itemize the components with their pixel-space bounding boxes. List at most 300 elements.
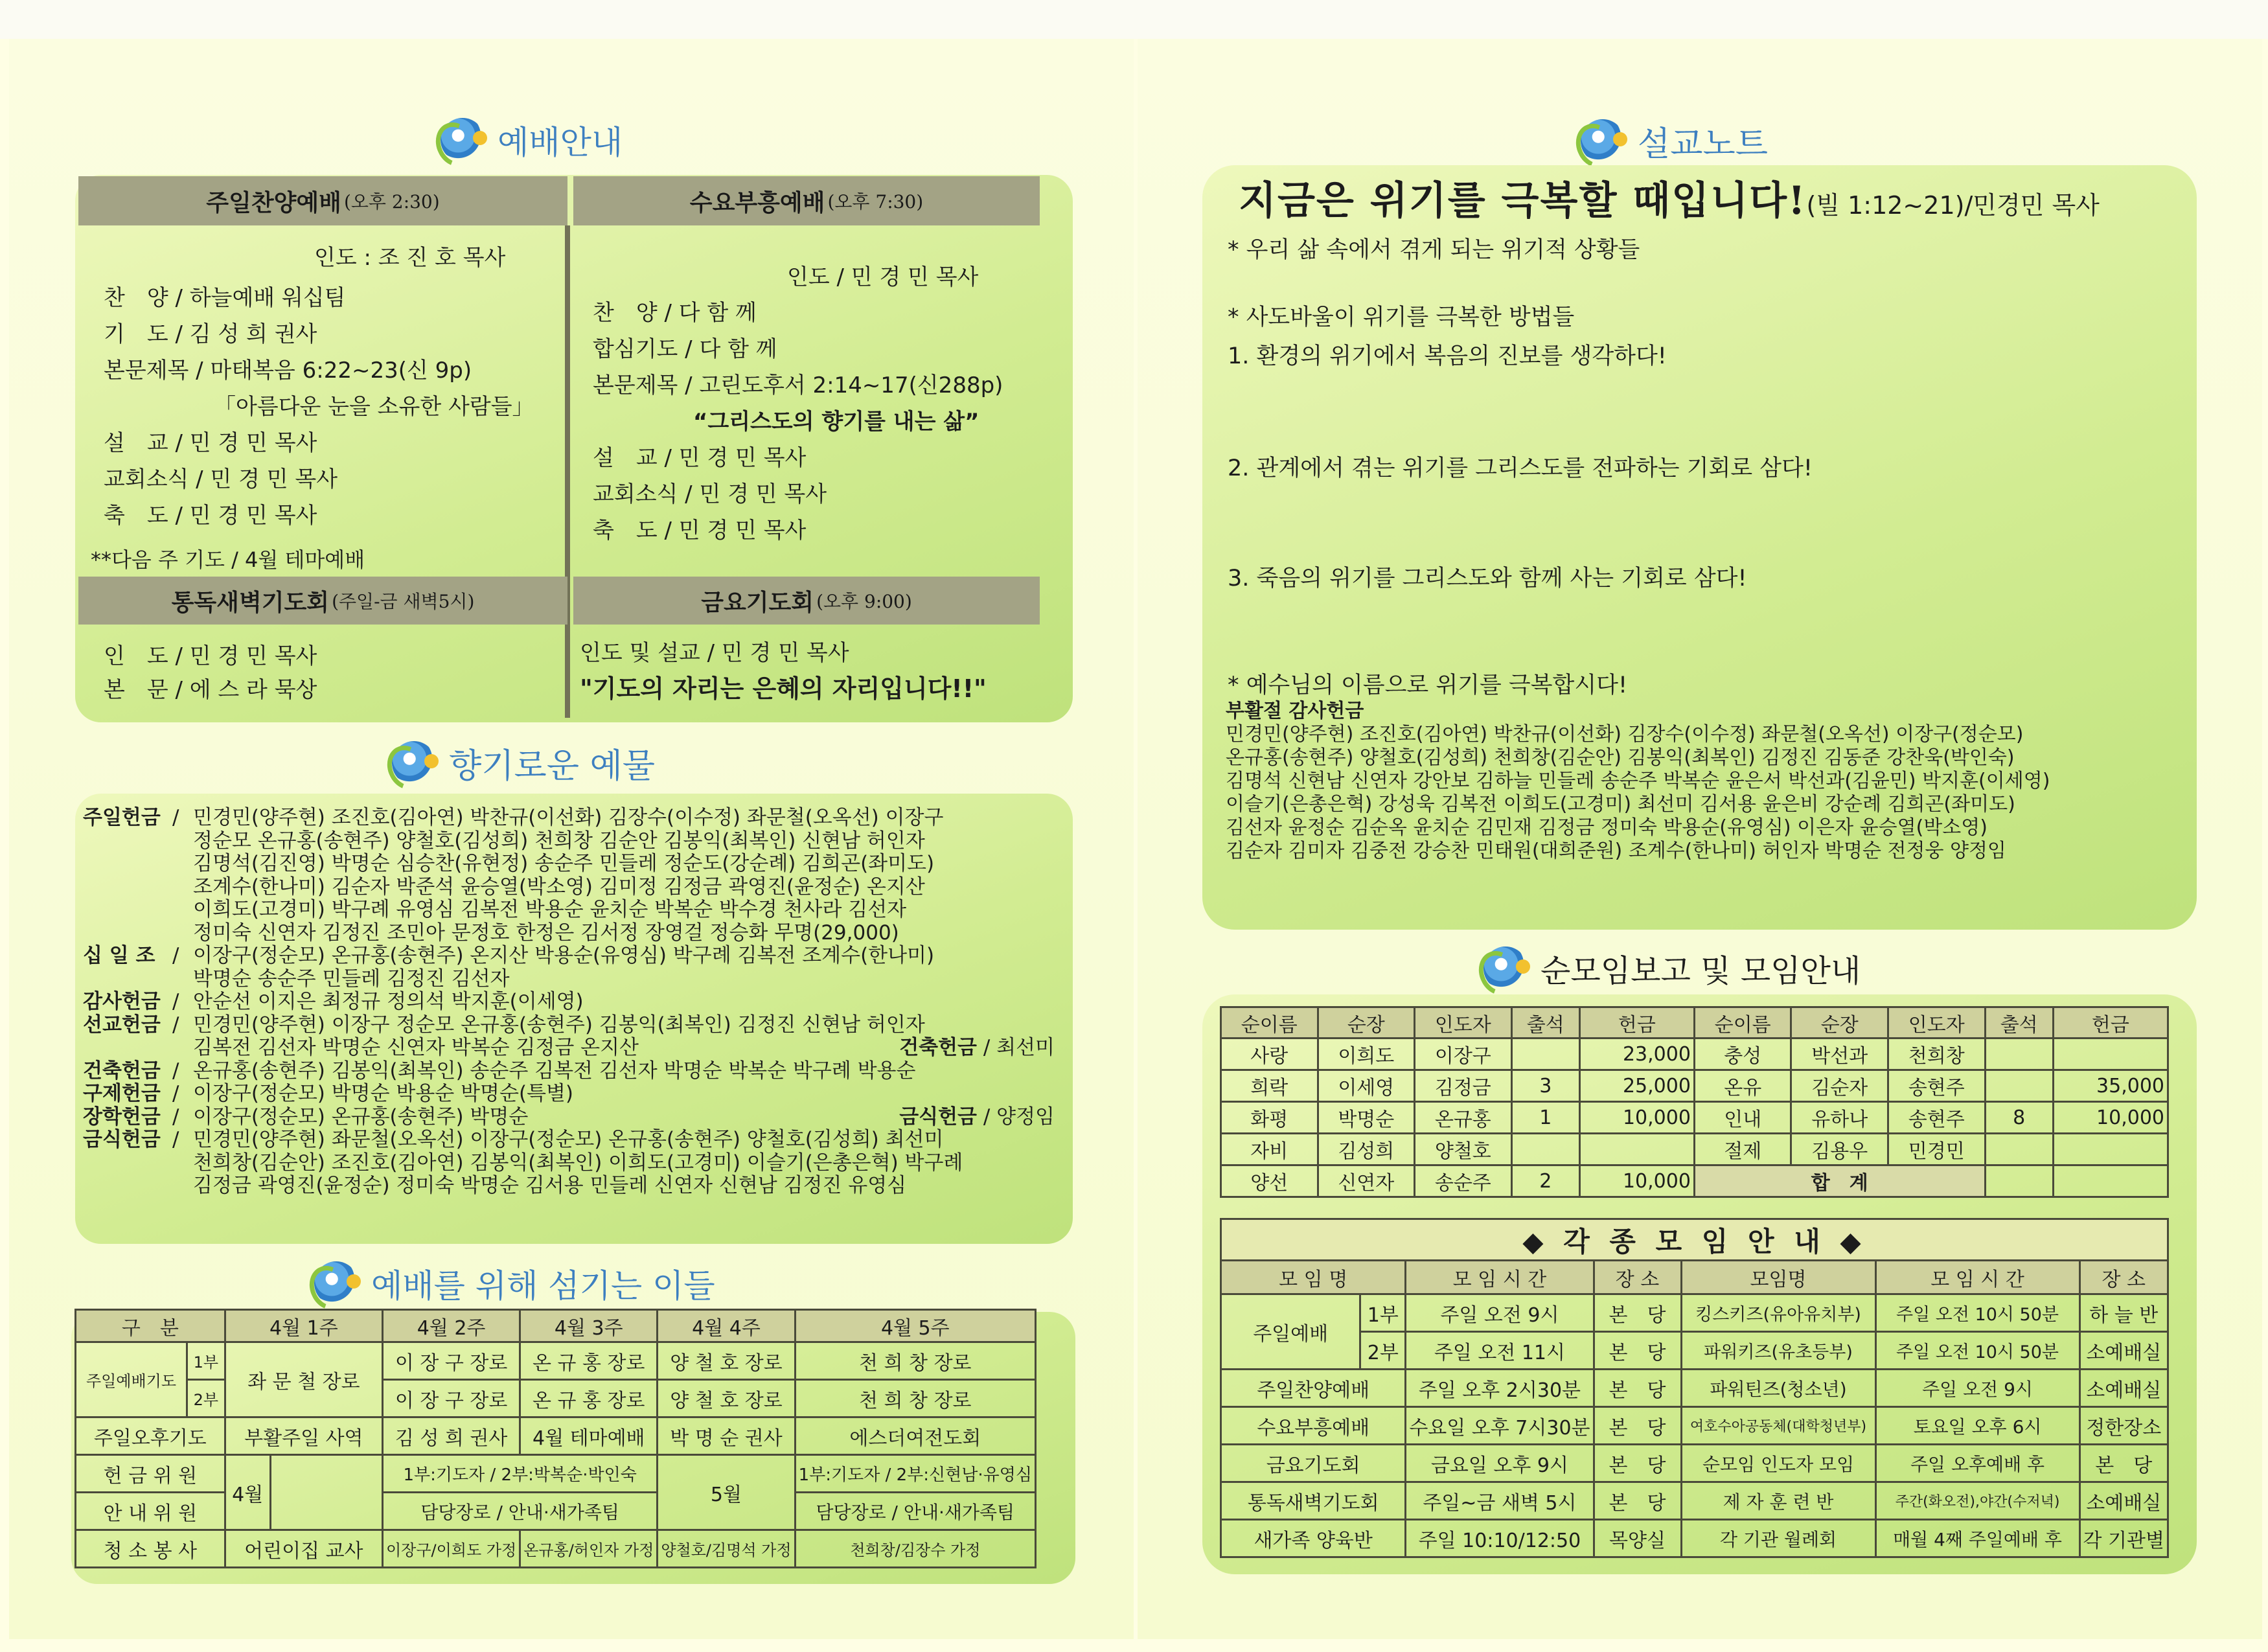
table-cell: 소예배실 bbox=[2079, 1482, 2168, 1520]
table-header-cell: 순장 bbox=[1791, 1007, 1888, 1038]
table-cell: 이 장 구 장로 bbox=[382, 1380, 520, 1417]
table-cell: 순모임 인도자 모임 bbox=[1681, 1445, 1875, 1482]
table-cell: 부활주일 사역 bbox=[225, 1417, 382, 1455]
table-cell: 담당장로 / 안내·새가족팀 bbox=[795, 1493, 1035, 1530]
easter-offering bbox=[1226, 700, 2050, 863]
sermon-point: 1. 환경의 위기에서 복음의 진보를 생각하다! bbox=[1228, 343, 1667, 369]
wednesday-leader: 인도 / 민 경 민 목사 bbox=[787, 264, 979, 290]
table-cell: 주일~금 새벽 5시 bbox=[1406, 1482, 1594, 1520]
table-cell: 이희도 bbox=[1318, 1038, 1415, 1070]
table-row bbox=[76, 1380, 1036, 1417]
table-cell: 통독새벽기도회 bbox=[1221, 1482, 1406, 1520]
table-cell: 여호수아공동체(대학청년부) bbox=[1681, 1407, 1875, 1445]
table-cell: 양 철 호 장로 bbox=[658, 1380, 795, 1417]
wednesday-line: 본문제목 / 고린도후서 2:14~17(신288p) bbox=[593, 373, 1003, 398]
table-header-row bbox=[1221, 1261, 2168, 1294]
table-cell: 1부:기도자 / 2부:박복순·박인숙 bbox=[382, 1455, 657, 1493]
table-header-cell: 출석 bbox=[1985, 1007, 2053, 1038]
table-row bbox=[1221, 1038, 2168, 1070]
table-cell: 민경민 bbox=[1888, 1134, 1986, 1165]
table-cell: 박선과 bbox=[1791, 1038, 1888, 1070]
offering-names: 천희창(김순안) 조진호(김아연) 김봉익(최복인) 이희도(고경미) 이슬기(은총은혁) 박구례 bbox=[193, 1151, 963, 1175]
table-cell: 정한장소 bbox=[2079, 1407, 2168, 1445]
friday-prayer-header bbox=[573, 577, 1040, 625]
easter-offering-line: 김선자 윤정순 김순옥 윤치순 김민재 김정금 정미숙 박용순(유영심) 이은자 윤승열(박소영) bbox=[1226, 816, 1987, 839]
sunday-line: 본문제목 / 마태복음 6:22~23(신 9p) bbox=[104, 358, 472, 384]
sunday-line: 축 도 / 민 경 민 목사 bbox=[104, 503, 317, 529]
table-cell: 좌 문 철 장로 bbox=[225, 1342, 382, 1417]
sunday-line: 설 교 / 민 경 민 목사 bbox=[104, 430, 317, 456]
offering-label: 구제헌금 bbox=[83, 1082, 161, 1105]
table-cell: 본 당 bbox=[1594, 1482, 1681, 1520]
wednesday-service-name: 수요부흥예배 bbox=[689, 189, 825, 216]
offering-names: 이장구(정순모) 온규홍(송현주) 박명순 bbox=[193, 1105, 529, 1129]
table-cell: 사랑 bbox=[1221, 1038, 1318, 1070]
table-cell: 10,000 bbox=[1579, 1165, 1694, 1197]
offering-row bbox=[83, 922, 1055, 945]
offering-row bbox=[83, 876, 1055, 899]
meetings-title: ◆ 각 종 모 임 안 내 ◆ bbox=[1220, 1218, 2169, 1259]
table-row bbox=[76, 1417, 1036, 1455]
worship-title-text: 예배안내 bbox=[498, 124, 623, 161]
servants-section-title bbox=[314, 1260, 715, 1307]
table-cell: 금요일 오후 9시 bbox=[1406, 1445, 1594, 1482]
sermon-section-title bbox=[1581, 117, 1768, 165]
easter-offering-line: 민경민(양주현) 조진호(김아연) 박찬규(이선화) 김장수(이수정) 좌문철(오옥선) 이장구(정순모) bbox=[1226, 723, 2024, 746]
sunday-line: 찬 양 / 하늘예배 워십팀 bbox=[104, 285, 346, 311]
sermon-headline-text: 지금은 위기를 극복할 때입니다! bbox=[1239, 178, 1807, 224]
table-cell: 1 bbox=[1511, 1102, 1579, 1134]
offering-row bbox=[83, 1129, 1055, 1152]
dawn-prayer-time: (주일-금 새벽5시) bbox=[332, 591, 475, 612]
offering-label bbox=[83, 1037, 172, 1060]
offering-names: 정순모 온규홍(송현주) 양철호(김성희) 천희창 김순안 김봉익(최복인) 신현남 허인자 bbox=[193, 829, 925, 853]
table-cell: 김정금 bbox=[1415, 1070, 1512, 1102]
offering-row bbox=[83, 1083, 1055, 1106]
table-row bbox=[1221, 1165, 2168, 1197]
table-cell: 이 장 구 장로 bbox=[382, 1342, 520, 1380]
table-cell bbox=[1511, 1134, 1579, 1165]
table-row bbox=[1221, 1294, 2168, 1332]
offering-separator bbox=[172, 1037, 193, 1060]
servants-title-text: 예배를 위해 섬기는 이들 bbox=[371, 1267, 715, 1305]
offering-names: 박명순 송순주 민들레 김정진 김선자 bbox=[193, 967, 510, 991]
table-cell: 파워키즈(유초등부) bbox=[1681, 1332, 1875, 1370]
table-cell: 유하나 bbox=[1791, 1102, 1888, 1134]
table-cell: 1부 bbox=[1360, 1294, 1406, 1332]
table-cell: 소예배실 bbox=[2079, 1370, 2168, 1407]
offering-separator: / bbox=[172, 1013, 179, 1037]
table-cell: 제 자 훈 련 반 bbox=[1681, 1482, 1875, 1520]
table-cell bbox=[1985, 1070, 2053, 1102]
table-cell bbox=[1579, 1134, 1694, 1165]
offering-separator bbox=[172, 968, 193, 991]
table-cell: 본 당 bbox=[2079, 1445, 2168, 1482]
table-header-cell: 장 소 bbox=[1594, 1261, 1681, 1294]
report-section-title bbox=[1483, 946, 1861, 991]
table-cell: 수요일 오후 7시30분 bbox=[1406, 1407, 1594, 1445]
table-cell: 주일 오전 9시 bbox=[1875, 1370, 2079, 1407]
offering-row bbox=[83, 853, 1055, 876]
table-row bbox=[1221, 1445, 2168, 1482]
table-row bbox=[1221, 1407, 2168, 1445]
friday-line: "기도의 자리는 은혜의 자리입니다!!" bbox=[580, 674, 987, 703]
church-logo-icon bbox=[392, 741, 436, 785]
table-cell: 김성희 bbox=[1318, 1134, 1415, 1165]
offering-separator bbox=[172, 876, 193, 899]
sunday-line: 기 도 / 김 성 희 권사 bbox=[104, 321, 317, 347]
offering-label: 장학헌금 bbox=[83, 1105, 161, 1129]
offering-label: 건축헌금 bbox=[83, 1059, 161, 1083]
wednesday-service-header bbox=[573, 176, 1040, 225]
offering-label bbox=[83, 1175, 172, 1198]
offering-label: 주일헌금 bbox=[83, 806, 161, 829]
table-row bbox=[1221, 1520, 2168, 1557]
table-cell: 천 희 창 장로 bbox=[795, 1342, 1035, 1380]
table-cell: 온유 bbox=[1694, 1070, 1791, 1102]
offering-section-title bbox=[392, 739, 655, 787]
table-row bbox=[76, 1455, 1036, 1493]
offering-separator: / bbox=[172, 806, 179, 829]
offering-label bbox=[83, 876, 172, 899]
table-header-cell: 모 임 시 간 bbox=[1875, 1261, 2079, 1294]
friday-prayer-name: 금요기도회 bbox=[701, 588, 814, 616]
sermon-point: * 우리 삶 속에서 겪게 되는 위기적 상황들 bbox=[1228, 237, 1640, 263]
table-header-row bbox=[76, 1310, 1036, 1342]
offering-row bbox=[83, 945, 1055, 968]
offering-row bbox=[83, 1037, 1055, 1060]
table-cell: 2부 bbox=[187, 1380, 225, 1417]
table-cell: 에스더여전도회 bbox=[795, 1417, 1035, 1455]
table-cell: 주간(화오전),야간(수저녁) bbox=[1875, 1482, 2079, 1520]
table-cell: 파워틴즈(청소년) bbox=[1681, 1370, 1875, 1407]
offering-label: 선교헌금 bbox=[83, 1013, 161, 1037]
table-header-cell: 헌금 bbox=[2053, 1007, 2168, 1038]
offering-label: 십 일 조 bbox=[83, 944, 155, 967]
table-cell: 주일 오전 9시 bbox=[1406, 1294, 1594, 1332]
table-header-cell: 4월 1주 bbox=[225, 1310, 382, 1342]
table-cell: 금요기도회 bbox=[1221, 1445, 1406, 1482]
table-cell: 안 내 위 원 bbox=[76, 1493, 225, 1530]
sunday-line: **다음 주 기도 / 4월 테마예배 bbox=[91, 547, 365, 572]
table-cell bbox=[1985, 1134, 2053, 1165]
offering-right-group bbox=[899, 1106, 1055, 1129]
offering-row bbox=[83, 830, 1055, 853]
offering-names: 이희도(고경미) 박구례 유영심 김복전 박용순 윤치순 박복순 박수경 천사라 김선자 bbox=[193, 898, 907, 921]
offering-names: 민경민(양주현) 좌문철(오옥선) 이장구(정순모) 온규홍(송현주) 양철호(김성희) 최선미 bbox=[193, 1128, 944, 1151]
offering-names: 최선미 bbox=[996, 1036, 1055, 1059]
table-header-cell: 모 임 명 bbox=[1221, 1261, 1406, 1294]
table-cell: 주일예배 bbox=[1221, 1294, 1360, 1370]
table-cell: 주일찬양예배 bbox=[1221, 1370, 1406, 1407]
offering-names: 이장구(정순모) 온규홍(송현주) 온지산 박용순(유영심) 박구례 김복전 조계수(한나미) bbox=[193, 944, 935, 967]
dawn-line: 인 도 / 민 경 민 목사 bbox=[104, 643, 317, 669]
table-header-cell: 장 소 bbox=[2079, 1261, 2168, 1294]
offering-names: 조계수(한나미) 김순자 박준석 윤승열(박소영) 김미정 김정금 곽영진(윤정순) 온지산 bbox=[193, 875, 925, 899]
table-cell: 온규홍/허인자 가정 bbox=[520, 1530, 658, 1568]
table-cell: 어린이집 교사 bbox=[225, 1530, 382, 1568]
offering-separator: / bbox=[172, 944, 179, 967]
table-header-cell: 4월 2주 bbox=[382, 1310, 520, 1342]
offering-names: 민경민(양주현) 이장구 정순모 온규홍(송현주) 김봉익(최복인) 김정진 신현남 허인자 bbox=[193, 1013, 925, 1037]
offering-names: 정미숙 신연자 김정진 조민아 문정호 한정은 김서정 장영걸 정승화 무명(29,000) bbox=[193, 921, 899, 945]
offering-separator bbox=[172, 830, 193, 853]
table-row bbox=[1221, 1102, 2168, 1134]
table-cell: 송현주 bbox=[1888, 1102, 1986, 1134]
table-cell: 온 규 홍 장로 bbox=[520, 1380, 658, 1417]
table-cell: 천 희 창 장로 bbox=[795, 1380, 1035, 1417]
table-cell: 양철호/김명석 가정 bbox=[658, 1530, 795, 1568]
table-cell bbox=[1985, 1038, 2053, 1070]
wednesday-service-time: (오후 7:30) bbox=[827, 191, 924, 212]
sunday-line: 「아름다운 눈을 소유한 사람들」 bbox=[214, 394, 534, 420]
table-cell: 천희창 bbox=[1888, 1038, 1986, 1070]
offering-row bbox=[83, 1014, 1055, 1037]
table-cell: 천희창/김장수 가정 bbox=[795, 1530, 1035, 1568]
dawn-line: 본 문 / 에 스 라 묵상 bbox=[104, 677, 317, 703]
table-header-cell: 순이름 bbox=[1221, 1007, 1318, 1038]
table-cell: 김 성 희 권사 bbox=[382, 1417, 520, 1455]
table-header-cell: 순장 bbox=[1318, 1007, 1415, 1038]
offering-names: 이장구(정순모) 박명순 박용순 박명순(특별) bbox=[193, 1082, 574, 1105]
offering-names: 김복전 김선자 박명순 신연자 박복순 김정금 온지산 bbox=[193, 1036, 639, 1059]
table-cell: 수요부흥예배 bbox=[1221, 1407, 1406, 1445]
friday-prayer-time: (오후 9:00) bbox=[816, 591, 912, 612]
offering-label bbox=[83, 830, 172, 853]
table-cell: 양 철 호 장로 bbox=[658, 1342, 795, 1380]
table-cell: 35,000 bbox=[2053, 1070, 2168, 1102]
offering-separator: / bbox=[977, 1105, 997, 1129]
offering-row bbox=[83, 807, 1055, 830]
cell-group-report-table bbox=[1220, 1006, 2169, 1198]
table-cell: 주일 오전 10시 50분 bbox=[1875, 1332, 2079, 1370]
table-header-cell: 인도자 bbox=[1415, 1007, 1512, 1038]
table-cell: 김용우 bbox=[1791, 1134, 1888, 1165]
table-cell: 신연자 bbox=[1318, 1165, 1415, 1197]
offering-label: 건축헌금 bbox=[899, 1036, 977, 1059]
table-cell: 주일 오후예배 후 bbox=[1875, 1445, 2079, 1482]
table-cell: 박명순 bbox=[1318, 1102, 1415, 1134]
offering-row bbox=[83, 1060, 1055, 1083]
table-header-cell: 4월 4주 bbox=[658, 1310, 795, 1342]
table-row bbox=[76, 1530, 1036, 1568]
easter-offering-line: 온규홍(송현주) 양철호(김성희) 천희창(김순안) 김봉익(최복인) 김정진 김동준 강찬욱(박인숙) bbox=[1226, 746, 2015, 769]
table-header-cell: 모 임 시 간 bbox=[1406, 1261, 1594, 1294]
table-cell: 이장구 bbox=[1415, 1038, 1512, 1070]
table-cell: 본 당 bbox=[1594, 1407, 1681, 1445]
table-cell: 본 당 bbox=[1594, 1294, 1681, 1332]
table-row bbox=[76, 1342, 1036, 1380]
offering-label bbox=[83, 968, 172, 991]
table-cell: 3 bbox=[1511, 1070, 1579, 1102]
table-cell: 본 당 bbox=[1594, 1445, 1681, 1482]
church-logo-icon bbox=[1581, 119, 1625, 163]
dawn-prayer-header bbox=[78, 577, 567, 625]
table-cell: 이세영 bbox=[1318, 1070, 1415, 1102]
table-cell: 목양실 bbox=[1594, 1520, 1681, 1557]
wednesday-line: 합심기도 / 다 함 께 bbox=[593, 336, 777, 362]
sermon-point: * 예수님의 이름으로 위기를 극복합시다! bbox=[1228, 672, 1627, 698]
april-label: 4월 bbox=[226, 1456, 271, 1529]
table-cell: 주일예배기도 bbox=[76, 1342, 187, 1417]
easter-offering-line: 김명석 신현남 신연자 강안보 김하늘 민들레 송순주 박복순 윤은서 박선과(김윤민) 박지훈(이세영) bbox=[1226, 770, 2050, 792]
table-cell: 매월 4째 주일예배 후 bbox=[1875, 1520, 2079, 1557]
table-header-cell: 모임명 bbox=[1681, 1261, 1875, 1294]
table-cell: 10,000 bbox=[2053, 1102, 2168, 1134]
table-header-cell: 순이름 bbox=[1694, 1007, 1791, 1038]
sunday-service-header bbox=[78, 176, 567, 225]
offering-row bbox=[83, 1106, 1055, 1129]
wednesday-line: 축 도 / 민 경 민 목사 bbox=[593, 518, 807, 544]
offering-label: 금식헌금 bbox=[899, 1105, 977, 1129]
offering-row bbox=[83, 1175, 1055, 1198]
table-cell: 1부 bbox=[187, 1342, 225, 1380]
table-header-cell: 4월 5주 bbox=[795, 1310, 1035, 1342]
table-cell: 본 당 bbox=[1594, 1370, 1681, 1407]
table-cell: 송현주 bbox=[1888, 1070, 1986, 1102]
table-header-cell: 출석 bbox=[1511, 1007, 1579, 1038]
offering-separator bbox=[172, 1175, 193, 1198]
offering-row bbox=[83, 968, 1055, 991]
table-cell: 2부 bbox=[1360, 1332, 1406, 1370]
table-cell: 소예배실 bbox=[2079, 1332, 2168, 1370]
church-logo-icon bbox=[314, 1261, 358, 1305]
table-cell: 토요일 오후 6시 bbox=[1875, 1407, 2079, 1445]
table-cell: 주일 오후 2시30분 bbox=[1406, 1370, 1594, 1407]
table-cell: 새가족 양육반 bbox=[1221, 1520, 1406, 1557]
table-cell: 주일오후기도 bbox=[76, 1417, 225, 1455]
may-label: 5월 bbox=[658, 1455, 795, 1530]
table-cell: 23,000 bbox=[1579, 1038, 1694, 1070]
offering-separator bbox=[172, 853, 193, 876]
table-cell: 하 늘 반 bbox=[2079, 1294, 2168, 1332]
sermon-point: 2. 관계에서 겪는 위기를 그리스도를 전파하는 기회로 삼다! bbox=[1228, 455, 1813, 481]
offering-separator: / bbox=[172, 990, 179, 1013]
easter-offering-title: 부활절 감사헌금 bbox=[1226, 700, 1364, 722]
wednesday-line: 찬 양 / 다 함 께 bbox=[593, 300, 757, 326]
table-cell: 화평 bbox=[1221, 1102, 1318, 1134]
offering-names: 김정금 곽영진(윤정순) 정미숙 박명순 김서용 민들레 신연자 신현남 김정진 유영심 bbox=[193, 1174, 907, 1197]
table-cell: 희락 bbox=[1221, 1070, 1318, 1102]
table-cell: 자비 bbox=[1221, 1134, 1318, 1165]
table-cell: 주일 10:10/12:50 bbox=[1406, 1520, 1594, 1557]
table-cell: 양철호 bbox=[1415, 1134, 1512, 1165]
offering-title-text: 향기로운 예물 bbox=[449, 747, 655, 786]
table-cell: 충성 bbox=[1694, 1038, 1791, 1070]
church-logo-icon bbox=[441, 118, 485, 162]
table-cell: 주일 오전 11시 bbox=[1406, 1332, 1594, 1370]
sunday-service-time: (오후 2:30) bbox=[343, 191, 440, 212]
offering-names: 양정임 bbox=[996, 1105, 1055, 1129]
church-logo-icon bbox=[1483, 946, 1528, 991]
offering-row bbox=[83, 899, 1055, 922]
offering-separator bbox=[172, 899, 193, 922]
table-header-cell: 헌금 bbox=[1579, 1007, 1694, 1038]
offering-names: 김명석(김진영) 박명순 심승찬(유현정) 송순주 민들레 정순도(강순례) 김희곤(좌미도) bbox=[193, 852, 935, 875]
table-cell: 각 기관 월례회 bbox=[1681, 1520, 1875, 1557]
table-cell: 온규홍 bbox=[1415, 1102, 1512, 1134]
table-cell: 청 소 봉 사 bbox=[76, 1530, 225, 1568]
table-cell: 양선 bbox=[1221, 1165, 1318, 1197]
table-header-row bbox=[1221, 1007, 2168, 1038]
offering-separator bbox=[172, 1152, 193, 1175]
table-cell: 2 bbox=[1511, 1165, 1579, 1197]
offering-separator bbox=[172, 922, 193, 945]
report-total-label: 합 계 bbox=[1694, 1165, 1985, 1197]
sermon-headline bbox=[1239, 170, 2100, 225]
table-row bbox=[76, 1493, 1036, 1530]
friday-line: 인도 및 설교 / 민 경 민 목사 bbox=[580, 640, 849, 666]
table-cell: 송순주 bbox=[1415, 1165, 1512, 1197]
table-cell: 4월 테마예배 bbox=[520, 1417, 658, 1455]
table-cell: 온 규 홍 장로 bbox=[520, 1342, 658, 1380]
table-cell bbox=[225, 1455, 382, 1530]
table-cell bbox=[2053, 1165, 2168, 1197]
dawn-prayer-name: 통독새벽기도회 bbox=[171, 588, 330, 616]
offering-names: 안순선 이지은 최정규 정의석 박지훈(이세영) bbox=[193, 990, 584, 1013]
sermon-point: * 사도바울이 위기를 극복한 방법들 bbox=[1228, 304, 1575, 330]
sermon-point: 3. 죽음의 위기를 그리스도와 함께 사는 기회로 삼다! bbox=[1228, 566, 1747, 591]
table-cell bbox=[2053, 1134, 2168, 1165]
sunday-service-name: 주일찬양예배 bbox=[206, 189, 341, 216]
wednesday-line: “그리스도의 향기를 내는 삶” bbox=[693, 409, 979, 435]
table-cell: 이장구/이희도 가정 bbox=[382, 1530, 520, 1568]
easter-offering-line: 이슬기(은총은혁) 강성욱 김복전 이희도(고경미) 최선미 김서용 윤은비 강순례 김희곤(좌미도) bbox=[1226, 793, 2015, 816]
table-cell: 킹스키즈(유아유치부) bbox=[1681, 1294, 1875, 1332]
offering-names: 민경민(양주현) 조진호(김아연) 박찬규(이선화) 김장수(이수정) 좌문철(오옥선) 이장구 bbox=[193, 806, 944, 829]
table-cell: 본 당 bbox=[1594, 1332, 1681, 1370]
table-header-cell: 4월 3주 bbox=[520, 1310, 658, 1342]
table-cell: 1부:기도자 / 2부:신현남·유영심 bbox=[795, 1455, 1035, 1493]
table-cell: 박 명 순 권사 bbox=[658, 1417, 795, 1455]
offering-label bbox=[83, 922, 172, 945]
offering-names: 온규홍(송현주) 김봉익(최복인) 송순주 김복전 김선자 박명순 박복순 박구례 박용순 bbox=[193, 1059, 916, 1083]
table-cell: 25,000 bbox=[1579, 1070, 1694, 1102]
sunday-leader: 인도 : 조 진 호 목사 bbox=[314, 245, 506, 271]
offering-label bbox=[83, 853, 172, 876]
table-row bbox=[1221, 1370, 2168, 1407]
top-strip bbox=[0, 0, 2268, 39]
table-row bbox=[1221, 1070, 2168, 1102]
offering-right-group bbox=[899, 1037, 1055, 1060]
wednesday-line: 교회소식 / 민 경 민 목사 bbox=[593, 481, 827, 507]
table-cell: 8 bbox=[1985, 1102, 2053, 1134]
table-row bbox=[1221, 1482, 2168, 1520]
table-cell bbox=[2053, 1038, 2168, 1070]
offering-label bbox=[83, 899, 172, 922]
sermon-title-text: 설교노트 bbox=[1638, 125, 1768, 164]
table-cell: 김순자 bbox=[1791, 1070, 1888, 1102]
easter-offering-line: 김순자 김미자 김중전 강승찬 민태원(대희준원) 조계수(한나미) 허인자 박명순 전정웅 양정임 bbox=[1226, 840, 2006, 862]
table-header-cell: 인도자 bbox=[1888, 1007, 1986, 1038]
table-cell: 담당장로 / 안내·새가족팀 bbox=[382, 1493, 657, 1530]
sermon-reference: (빌 1:12~21)/민경민 목사 bbox=[1806, 191, 2100, 220]
table-cell: 각 기관별 bbox=[2079, 1520, 2168, 1557]
table-header-cell: 구 분 bbox=[76, 1310, 225, 1342]
worship-divider bbox=[565, 225, 570, 718]
offering-label: 감사헌금 bbox=[83, 990, 161, 1013]
table-row bbox=[1221, 1332, 2168, 1370]
table-cell: 절제 bbox=[1694, 1134, 1791, 1165]
table-cell: 주일 오전 10시 50분 bbox=[1875, 1294, 2079, 1332]
offering-row bbox=[83, 1152, 1055, 1175]
offering-row bbox=[83, 991, 1055, 1014]
servants-table bbox=[74, 1309, 1037, 1568]
offering-separator: / bbox=[977, 1036, 997, 1059]
wednesday-line: 설 교 / 민 경 민 목사 bbox=[593, 445, 807, 471]
table-cell bbox=[1985, 1165, 2053, 1197]
table-cell: 10,000 bbox=[1579, 1102, 1694, 1134]
